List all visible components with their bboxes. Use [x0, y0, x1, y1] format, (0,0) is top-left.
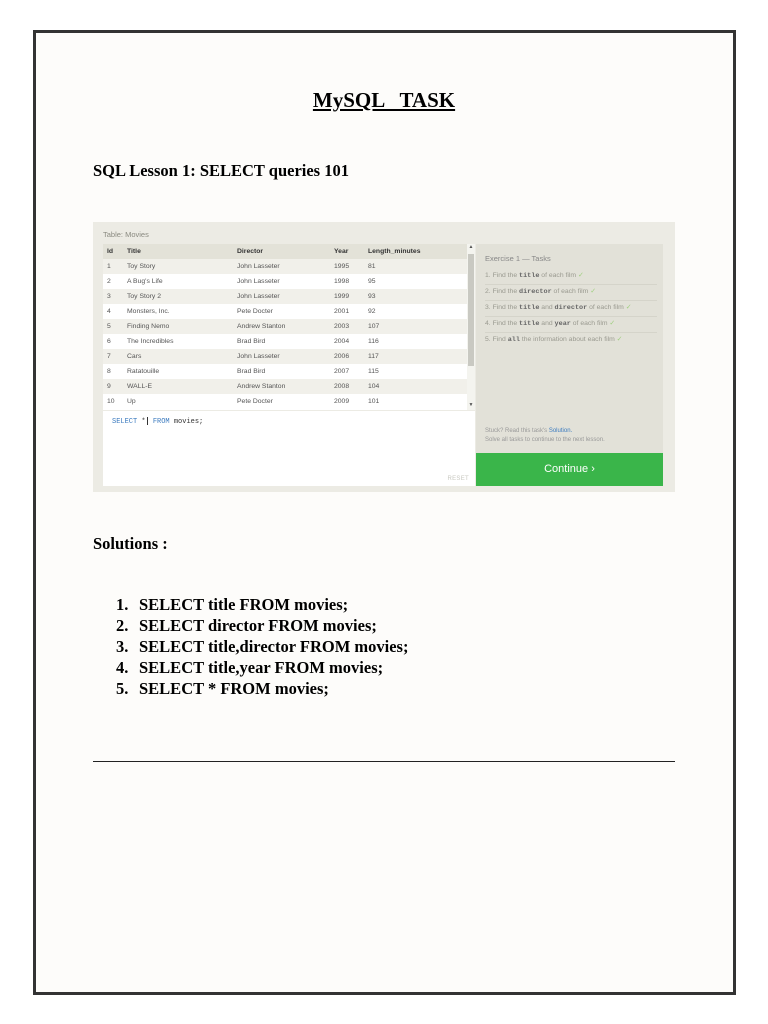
task-number: 5.: [485, 336, 491, 343]
table-cell: 1998: [330, 274, 364, 289]
task-code: title: [519, 304, 540, 312]
table-row: [103, 334, 467, 349]
table-row: [103, 289, 467, 304]
solution-number: 1.: [116, 595, 129, 614]
text-cursor: [147, 417, 148, 425]
table-cell: A Bug's Life: [123, 274, 233, 289]
table-cell: 101: [364, 394, 467, 409]
table-cell: 2007: [330, 364, 364, 379]
movies-table: [103, 244, 467, 409]
table-cell: 10: [103, 394, 123, 409]
column-header: Id: [103, 244, 123, 259]
task-code: all: [507, 336, 520, 344]
solution-item: [110, 594, 408, 615]
task-text: and: [539, 304, 555, 311]
table-row: [103, 274, 467, 289]
query-star: *: [141, 417, 146, 426]
task-code: year: [554, 320, 571, 328]
table-row: [103, 394, 467, 409]
table-row: [103, 304, 467, 319]
table-cell: 2001: [330, 304, 364, 319]
table-cell: Andrew Stanton: [233, 379, 330, 394]
task-item: [485, 269, 657, 285]
table-cell: 2006: [330, 349, 364, 364]
continue-button[interactable]: Continue ›: [476, 453, 663, 486]
table-row: [103, 259, 467, 274]
table-row: [103, 319, 467, 334]
scroll-down-icon[interactable]: ▼: [468, 403, 474, 408]
task-number: 2.: [485, 288, 491, 295]
table-cell: Cars: [123, 349, 233, 364]
table-cell: 2004: [330, 334, 364, 349]
task-text: Find the: [492, 304, 520, 311]
table-cell: 1995: [330, 259, 364, 274]
table-cell: 2: [103, 274, 123, 289]
table-scrollbar[interactable]: [467, 244, 475, 410]
table-header-row: [103, 244, 467, 259]
horizontal-rule: [93, 761, 675, 762]
task-item: [485, 333, 657, 348]
task-text: and: [539, 320, 555, 327]
solution-text: SELECT title,director FROM movies;: [139, 637, 409, 656]
table-cell: 116: [364, 334, 467, 349]
table-cell: Andrew Stanton: [233, 319, 330, 334]
table-cell: Brad Bird: [233, 364, 330, 379]
table-cell: 81: [364, 259, 467, 274]
query-keyword-select: SELECT: [112, 417, 138, 426]
task-code: director: [519, 288, 552, 296]
task-item: [485, 285, 657, 301]
table-cell: The Incredibles: [123, 334, 233, 349]
task-text: of each film: [539, 272, 577, 279]
check-icon: ✓: [590, 288, 596, 295]
table-cell: 9: [103, 379, 123, 394]
lesson-heading: SQL Lesson 1: SELECT queries 101: [93, 161, 349, 180]
table-cell: Toy Story: [123, 259, 233, 274]
table-cell: 93: [364, 289, 467, 304]
table-row: [103, 349, 467, 364]
table-cell: 4: [103, 304, 123, 319]
reset-button[interactable]: RESET: [447, 476, 469, 482]
solutions-list: [110, 594, 408, 699]
table-row: [103, 364, 467, 379]
table-cell: John Lasseter: [233, 259, 330, 274]
check-icon: ✓: [625, 304, 632, 311]
column-header: Length_minutes: [364, 244, 467, 259]
table-cell: John Lasseter: [233, 274, 330, 289]
table-row: [103, 379, 467, 394]
table-cell: Brad Bird: [233, 334, 330, 349]
task-text: the information about each film: [519, 336, 615, 343]
table-cell: 117: [364, 349, 467, 364]
table-cell: 8: [103, 364, 123, 379]
table-cell: 5: [103, 319, 123, 334]
table-cell: 92: [364, 304, 467, 319]
solution-item: [110, 678, 408, 699]
solution-item: [110, 636, 408, 657]
stuck-hint: [485, 427, 605, 445]
exercise-panel: [476, 244, 663, 453]
task-item: [485, 301, 657, 317]
solution-link[interactable]: Solution.: [548, 428, 573, 434]
table-cell: 3: [103, 289, 123, 304]
table-cell: John Lasseter: [233, 349, 330, 364]
table-cell: Up: [123, 394, 233, 409]
table-cell: Pete Docter: [233, 394, 330, 409]
table-cell: 2009: [330, 394, 364, 409]
table-caption: Table: Movies: [103, 230, 149, 239]
query-keyword-from: FROM: [152, 417, 170, 426]
solution-number: 5.: [116, 679, 129, 698]
check-icon: ✓: [609, 320, 616, 327]
table-cell: 2003: [330, 319, 364, 334]
task-code: title: [519, 272, 540, 280]
table-body: [103, 259, 467, 409]
table-cell: 1: [103, 259, 123, 274]
table-cell: Finding Nemo: [123, 319, 233, 334]
solution-item: [110, 657, 408, 678]
solution-text: SELECT * FROM movies;: [139, 679, 329, 698]
table-cell: John Lasseter: [233, 289, 330, 304]
task-text: Find: [492, 336, 508, 343]
scroll-up-icon[interactable]: ▲: [468, 245, 474, 250]
table-cell: 6: [103, 334, 123, 349]
task-text: Find the: [492, 272, 520, 279]
column-header: Title: [123, 244, 233, 259]
task-number: 1.: [485, 272, 491, 279]
task-text: of each film: [570, 320, 608, 327]
check-icon: ✓: [577, 272, 584, 279]
solutions-heading: Solutions :: [93, 534, 168, 553]
scrollbar-thumb[interactable]: [468, 254, 474, 366]
column-header: Director: [233, 244, 330, 259]
solution-text: SELECT director FROM movies;: [139, 616, 377, 635]
table-cell: WALL-E: [123, 379, 233, 394]
stuck-text: Stuck? Read this task's: [485, 428, 549, 434]
query-text[interactable]: [112, 417, 203, 426]
table-cell: 104: [364, 379, 467, 394]
table-cell: Toy Story 2: [123, 289, 233, 304]
task-text: of each film: [551, 288, 589, 295]
task-number: 4.: [485, 320, 491, 327]
solution-item: [110, 615, 408, 636]
solution-number: 3.: [116, 637, 129, 656]
check-icon: ✓: [616, 336, 623, 343]
task-text: Find the: [492, 320, 520, 327]
query-table: movies;: [173, 417, 204, 426]
task-text: Find the: [492, 288, 520, 295]
table-cell: Monsters, Inc.: [123, 304, 233, 319]
table-cell: 115: [364, 364, 467, 379]
table-cell: Pete Docter: [233, 304, 330, 319]
table-cell: 7: [103, 349, 123, 364]
exercise-heading: Exercise 1 — Tasks: [485, 254, 551, 263]
task-list: [485, 269, 657, 348]
sqlbolt-screenshot: [93, 222, 675, 492]
solution-text: SELECT title,year FROM movies;: [139, 658, 384, 677]
table-cell: 2008: [330, 379, 364, 394]
table-cell: 1999: [330, 289, 364, 304]
task-code: director: [554, 304, 588, 312]
query-editor[interactable]: [103, 411, 475, 486]
column-header: Year: [330, 244, 364, 259]
task-text: of each film: [587, 304, 624, 311]
table-cell: 107: [364, 319, 467, 334]
table-cell: 95: [364, 274, 467, 289]
task-number: 3.: [485, 304, 491, 311]
table-cell: Ratatouille: [123, 364, 233, 379]
solution-number: 4.: [116, 658, 129, 677]
page-title: MySQL TASK: [312, 88, 456, 112]
movies-table-container: [103, 244, 467, 410]
stuck-text-2: Solve all tasks to continue to the next lesson.: [485, 437, 605, 443]
task-code: title: [519, 320, 540, 328]
solution-text: SELECT title FROM movies;: [139, 595, 349, 614]
solution-number: 2.: [116, 616, 129, 635]
task-item: [485, 317, 657, 333]
